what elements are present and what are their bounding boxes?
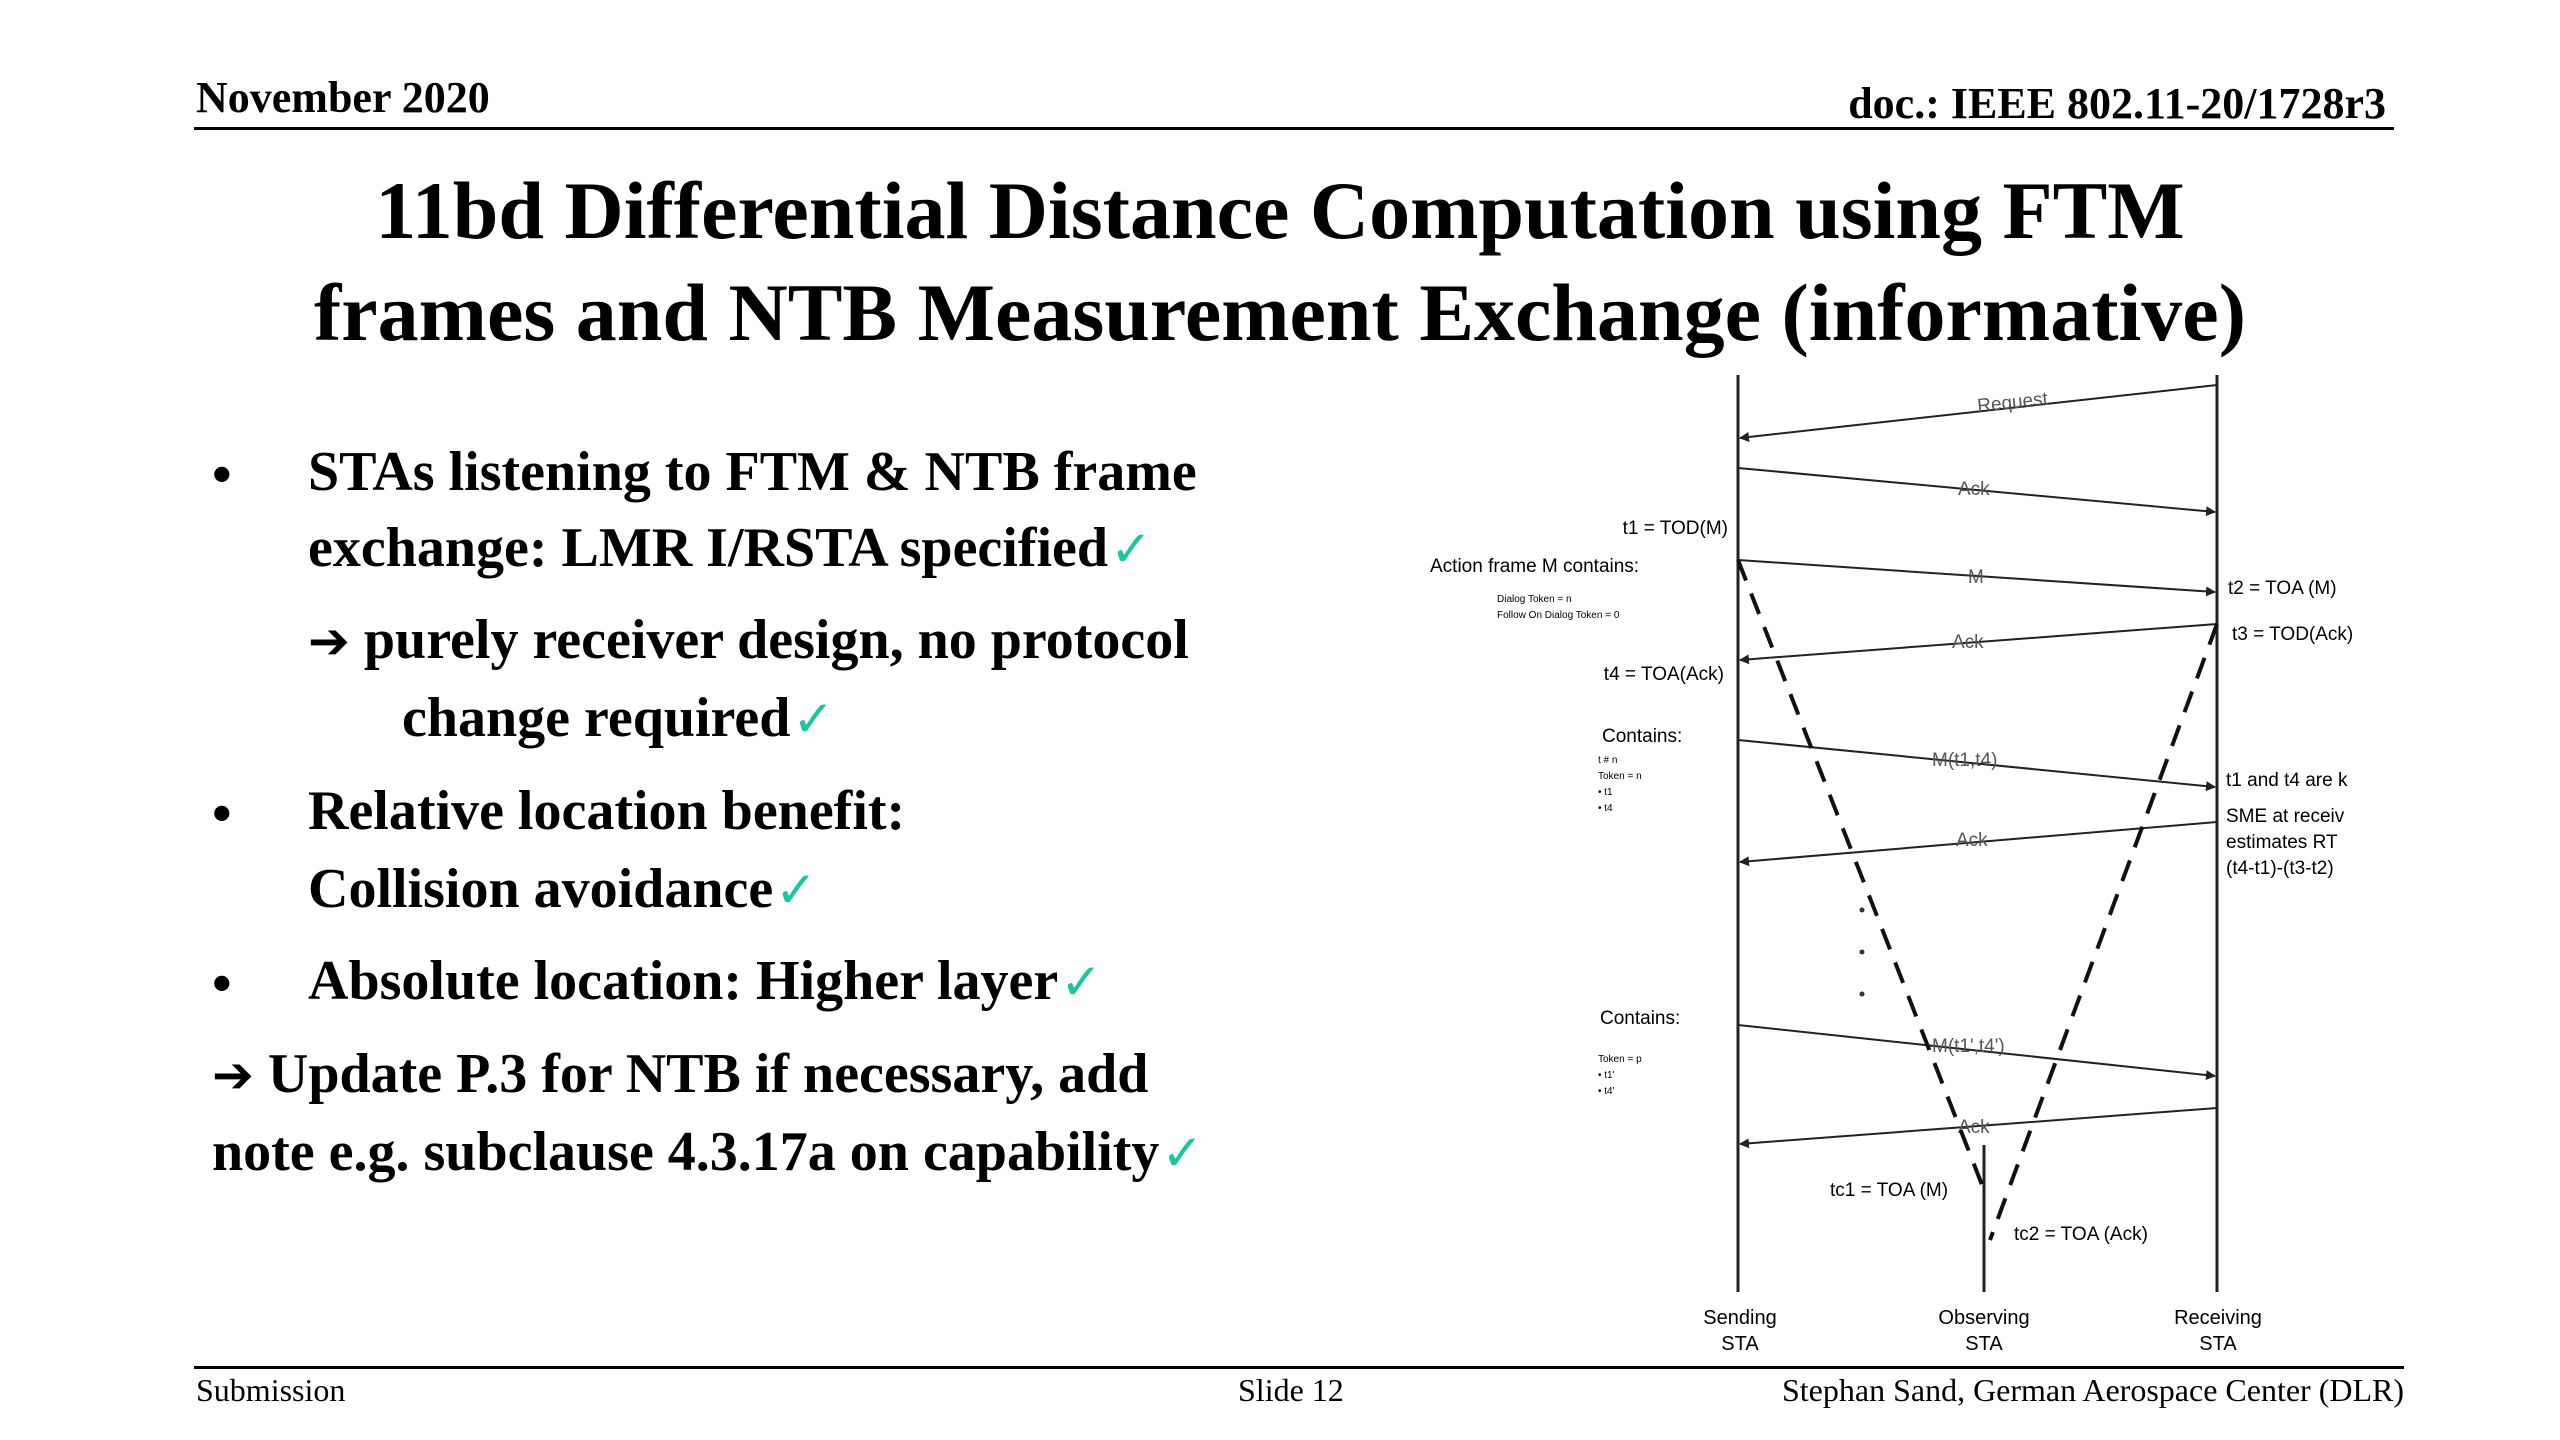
right-note-line-3: estimates RT [2226,832,2338,853]
observing-sta-label-1: Observing [1938,1307,2030,1329]
t3-tod-label: t3 = TOD(Ack) [2232,624,2354,645]
request-label: Request [1976,388,2049,417]
bullet-3-text: Absolute location: Higher layer [308,950,1059,1012]
bullet-marker: • [212,953,232,1015]
bullet-1-line-2-text: exchange: LMR I/RSTA specified [308,517,1109,579]
sub-bullet-1-text: purely receiver design, no protocol [363,609,1189,671]
bullet-marker: • [212,783,232,845]
checkmark-icon: ✓ [1110,520,1152,578]
ack-label-1: Ack [1958,479,1990,500]
bullet-2-line-1: Relative location benefit: [308,780,906,842]
sub-bullet-1-line-2-text: change required [402,687,791,749]
t4-toa-label: t4 = TOA(Ack) [1603,664,1724,685]
dialog-token-label: Dialog Token = n [1497,594,1572,605]
ellipsis-dot [1860,908,1865,913]
contains-2-line-b: • t1' [1598,1070,1615,1081]
dashed-m-to-observer [1738,560,1984,1190]
right-note-line-2: SME at receiv [2226,806,2345,827]
ellipsis-dot [1860,992,1865,997]
sub-bullet-1-line-2 [402,687,835,749]
bullet-3 [308,950,1103,1012]
contains-2-line-c: • t4' [1598,1086,1615,1097]
bullet-marker: • [212,444,232,506]
sub-bullet-1-line-1 [308,609,1189,671]
action-frame-label: Action frame M contains: [1430,556,1640,577]
m-t1p-t4p-label: M(t1',t4') [1932,1036,2005,1057]
sending-sta-label-1: Sending [1703,1307,1777,1329]
tc1-label: tc1 = TOA (M) [1830,1180,1949,1201]
contains-label-2: Contains: [1600,1008,1681,1029]
contains-2-line-a: Token = p [1598,1054,1642,1065]
title-line-1: 11bd Differential Distance Computation using FTM [375,165,2185,256]
ftm-sequence-diagram [1400,370,2420,1370]
bullet-1-line-1: STAs listening to FTM & NTB frame [308,441,1197,503]
checkmark-icon: ✓ [775,861,818,919]
receiving-sta-label-1: Receiving [2174,1307,2262,1329]
right-note-line-1: t1 and t4 are k [2226,770,2348,791]
footer-divider [194,1366,2404,1369]
contains-1-line-c: • t1 [1598,787,1613,798]
sending-sta-label-2: STA [1721,1333,1759,1355]
header-divider [194,127,2394,130]
checkmark-icon: ✓ [1060,953,1103,1011]
m-t1-t4-label: M(t1,t4) [1932,750,1998,771]
ellipsis-dot [1860,950,1865,955]
note-line-2 [212,1121,1204,1183]
tc2-label: tc2 = TOA (Ack) [2014,1224,2148,1245]
contains-1-line-a: t # n [1598,755,1618,766]
contains-1-line-b: Token = n [1598,771,1642,782]
right-note-line-4: (t4-t1)-(t3-t2) [2226,858,2334,879]
footer-submission: Submission [196,1372,346,1408]
note-line-2-text: note e.g. subclause 4.3.17a on capability [212,1121,1160,1183]
footer-slide-number: Slide 12 [1238,1372,1344,1408]
note-line-1-text: Update P.3 for NTB if necessary, add [267,1043,1149,1105]
checkmark-icon: ✓ [1161,1124,1204,1182]
arrow-icon: ➔ [212,1046,254,1104]
dashed-ack-to-observer [1990,624,2217,1240]
t2-toa-label: t2 = TOA (M) [2228,578,2337,599]
arrow-icon: ➔ [308,612,350,670]
m-label: M [1968,567,1984,588]
footer-author: Stephan Sand, German Aerospace Center (DLR) [1781,1372,2404,1408]
bullet-2-line-2-text: Collision avoidance [308,858,774,920]
checkmark-icon: ✓ [792,690,835,748]
bullet-1-line-2 [308,517,1152,579]
ack-label-2: Ack [1952,632,1984,653]
header-date: November 2020 [196,73,490,122]
header-doc-id: doc.: IEEE 802.11-20/1728r3 [1848,79,2386,128]
contains-1-line-d: • t4 [1598,803,1613,814]
t1-tod-label: t1 = TOD(M) [1622,518,1728,539]
contains-label-1: Contains: [1602,726,1683,747]
ack-label-4: Ack [1958,1117,1990,1138]
title-line-2: frames and NTB Measurement Exchange (informative) [313,267,2247,358]
ack-label-3: Ack [1956,830,1988,851]
receiving-sta-label-2: STA [2199,1333,2237,1355]
slide-title [0,160,2560,364]
note-line-1 [212,1043,1149,1105]
bullet-2-line-2 [308,858,818,920]
follow-on-token-label: Follow On Dialog Token = 0 [1497,610,1620,621]
observing-sta-label-2: STA [1965,1333,2003,1355]
